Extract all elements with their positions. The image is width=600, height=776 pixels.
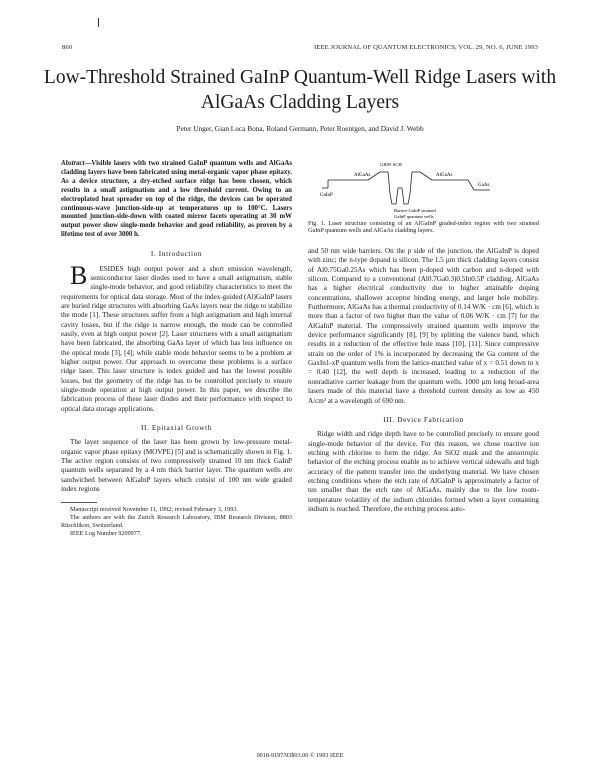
label-grin: GRIN-SCH bbox=[380, 162, 402, 167]
abstract-text: —Visible lasers with two strained GaInP quantum wells and AlGaAs cladding layers have been fabricated using metal-organic vapor phase epitaxy. As a device structure, a dry-etched surface ridge has been chosen, which results in a small astigmatism and a low threshold current. Owing to an electroplated heat spreader on top of the ridge, the devices can be operated continuous-wave junction-side-up at temperatures up to 100°C. Lasers mounted junction-side-down with coated mirror facets operating at 30 mW output power show single-mode behavior and good reliability, as proven by a lifetime test of over 3000 h. bbox=[61, 160, 292, 239]
footnote-affiliation: The authors are with the Zurich Research Laboratory, IBM Research Division, 8803 Rüschlikon, Switzerland. bbox=[61, 514, 292, 529]
author-list: Peter Unger, Gian Luca Bona, Roland Germann, Peter Roentgen, and David J. Webb bbox=[176, 124, 424, 133]
footnote bbox=[61, 502, 292, 537]
figure-1-band-diagram bbox=[318, 158, 538, 220]
intro-paragraph bbox=[61, 260, 292, 415]
label-wells: Barrier-GaInP strained bbox=[394, 208, 436, 213]
label-algaas-left: AlGaAs bbox=[354, 173, 371, 178]
label-wells-2: GaInP quantum wells bbox=[394, 214, 434, 219]
quantum-wells bbox=[390, 188, 410, 204]
footnote-rule bbox=[61, 502, 97, 503]
contact-step bbox=[468, 180, 474, 190]
section-heading-introduction: I. Introduction bbox=[150, 249, 203, 259]
drop-cap: B bbox=[70, 260, 88, 290]
intro-text: ESIDES high output power and a short emission wavelength, semiconductor laser diodes used to have a small astigmatism, stable single-mode behavior, and good reliability characteristics to meet the requirements for optical data storage. Most of the index-guided (Al)GaInP lasers are buried ridge structures with absorbing GaAs layers near the ridge to stabilize the mode [1]. These structures suffer from a high astigmatism and high internal cavity losses, but if the ridge is narrow enough, the mode can be controlled easily, even at high output power [2]. Laser structures with a small astigmatism have been fabricated, the absorbing GaAs layer of which has less influence on the optical mode [3], [4]; while stable mode behavior seems to be a problem at higher output power. Our approach to overcome these problems is a surface ridge laser. This laser structure is index guided and has the lowest possible losses, but the geometry of the ridge has to be controlled precisely to ensure single-mode operation at high output power. In this paper, we describe the fabrication process of these laser diodes and their performance with respect to optical data storage applications. bbox=[61, 264, 292, 413]
footnote-received: Manuscript received November 11, 1992; revised February 3, 1993. bbox=[70, 506, 238, 514]
copyright-line: 0018-9197/93$03.00 © 1993 IEEE bbox=[256, 752, 344, 759]
left-column bbox=[61, 160, 292, 538]
footnote-log: IEEE Log Number 9209977. bbox=[70, 529, 142, 537]
label-gainp-left: GaInP bbox=[320, 193, 333, 198]
growth-continued-paragraph: and 50 nm wide barriers. On the p side of the junction, the AlGaInP is doped with zinc; the n-type dopand is silicon. The 1.5 µm thick cladding layers consist of Al0.75Ga0.25As which has been p-doped with carbon and n-doped with silicon. Compared to a conventional (Al0.7Ga0.3)0.5In0.5P cladding, AlGaAs has a higher electrical conductivity due to higher attainable doping concentrations, shallower acceptor binding energy, and larger hole mobility. Furthermore, AlGaAs has a thermal conductivity of 0.14 W/K · cm [6], which is more than a factor of two higher than the value of 0.06 W/K · cm [7] for the AlGaInP material. The compressively strained quantum wells improve the device performance significantly [8], [9] by splitting the valence band, which results in a reduction of the effective hole mass [10], [11]. Since compressive strain on the order of 1% is incorporated by decreasing the Ga content of the GaxIn1-xP quantum wells from the lattice-matched value of x = 0.51 down to x = 0.40 [12], the well depth is increased, leading to a reduction of the nonradiative carrier leakage from the quantum wells. 1000 µm long broad-area lasers made of this material have a threshold current density as low as 450 A/cm² at a wavelength of 690 nm. bbox=[308, 247, 539, 405]
label-algaas-right: AlGaAs bbox=[436, 173, 453, 178]
registration-mark bbox=[98, 18, 99, 27]
right-grin-up bbox=[410, 172, 412, 194]
right-grin-slope bbox=[420, 172, 432, 180]
journal-name: IEEE JOURNAL OF QUANTUM ELECTRONICS, VOL. 29, NO. 6, JUNE 1993 bbox=[314, 44, 538, 51]
paper-title: Low-Threshold Strained GaInP Quantum-Well Ridge Lasers with AlGaAs Cladding Layers bbox=[43, 67, 557, 113]
label-gaas-right: GaAs bbox=[478, 183, 490, 188]
running-head bbox=[62, 44, 538, 51]
section-heading-growth: II. Epitaxial Growth bbox=[141, 423, 212, 432]
abstract-label: Abstract bbox=[61, 160, 85, 167]
page-number: 860 bbox=[62, 44, 73, 51]
right-column bbox=[308, 247, 539, 514]
device-paragraph: Ridge width and ridge depth have to be controlled precisely to ensure good single-mode behavior of the device. For this reason, we chose reactive ion etching with chlorine to form the ridge. An SiO2 mask and the anisotropic behavior of the etching process enable us to achieve vertical sidewalls and high accuracy of the pattern transfer into the underlying material. We have chosen etching conditions where the etch rate of AlGaInP is approximately a factor of ten smaller than the etch rate of AlGaAs, mainly due to the low room-temperature volatility of the indium chlorides formed when a layer containing indium is reached. Therefore, the etching process auto- bbox=[308, 430, 539, 513]
section-heading-device: III. Device Fabrication bbox=[383, 414, 464, 424]
left-grin-down bbox=[388, 172, 390, 194]
figure-caption: Fig. 1. Laser structure consisting of an AlGaInP graded-index region with two strained GaInP quantum wells and AlGaAs cladding layers. bbox=[308, 220, 539, 235]
abstract bbox=[61, 160, 292, 240]
growth-paragraph: The layer sequence of the laser has been grown by low-pressure metal-organic vapor phase epitaxy (MOVPE) [5] and is schematically shown in Fig. 1. The active region consists of two compressively strained 10 nm thick GaInP quantum wells separated by a 4 nm thick barrier layer. The quantum wells are sandwiched between AlGaInP layers which consist of 100 nm wide graded index regions bbox=[61, 438, 292, 494]
